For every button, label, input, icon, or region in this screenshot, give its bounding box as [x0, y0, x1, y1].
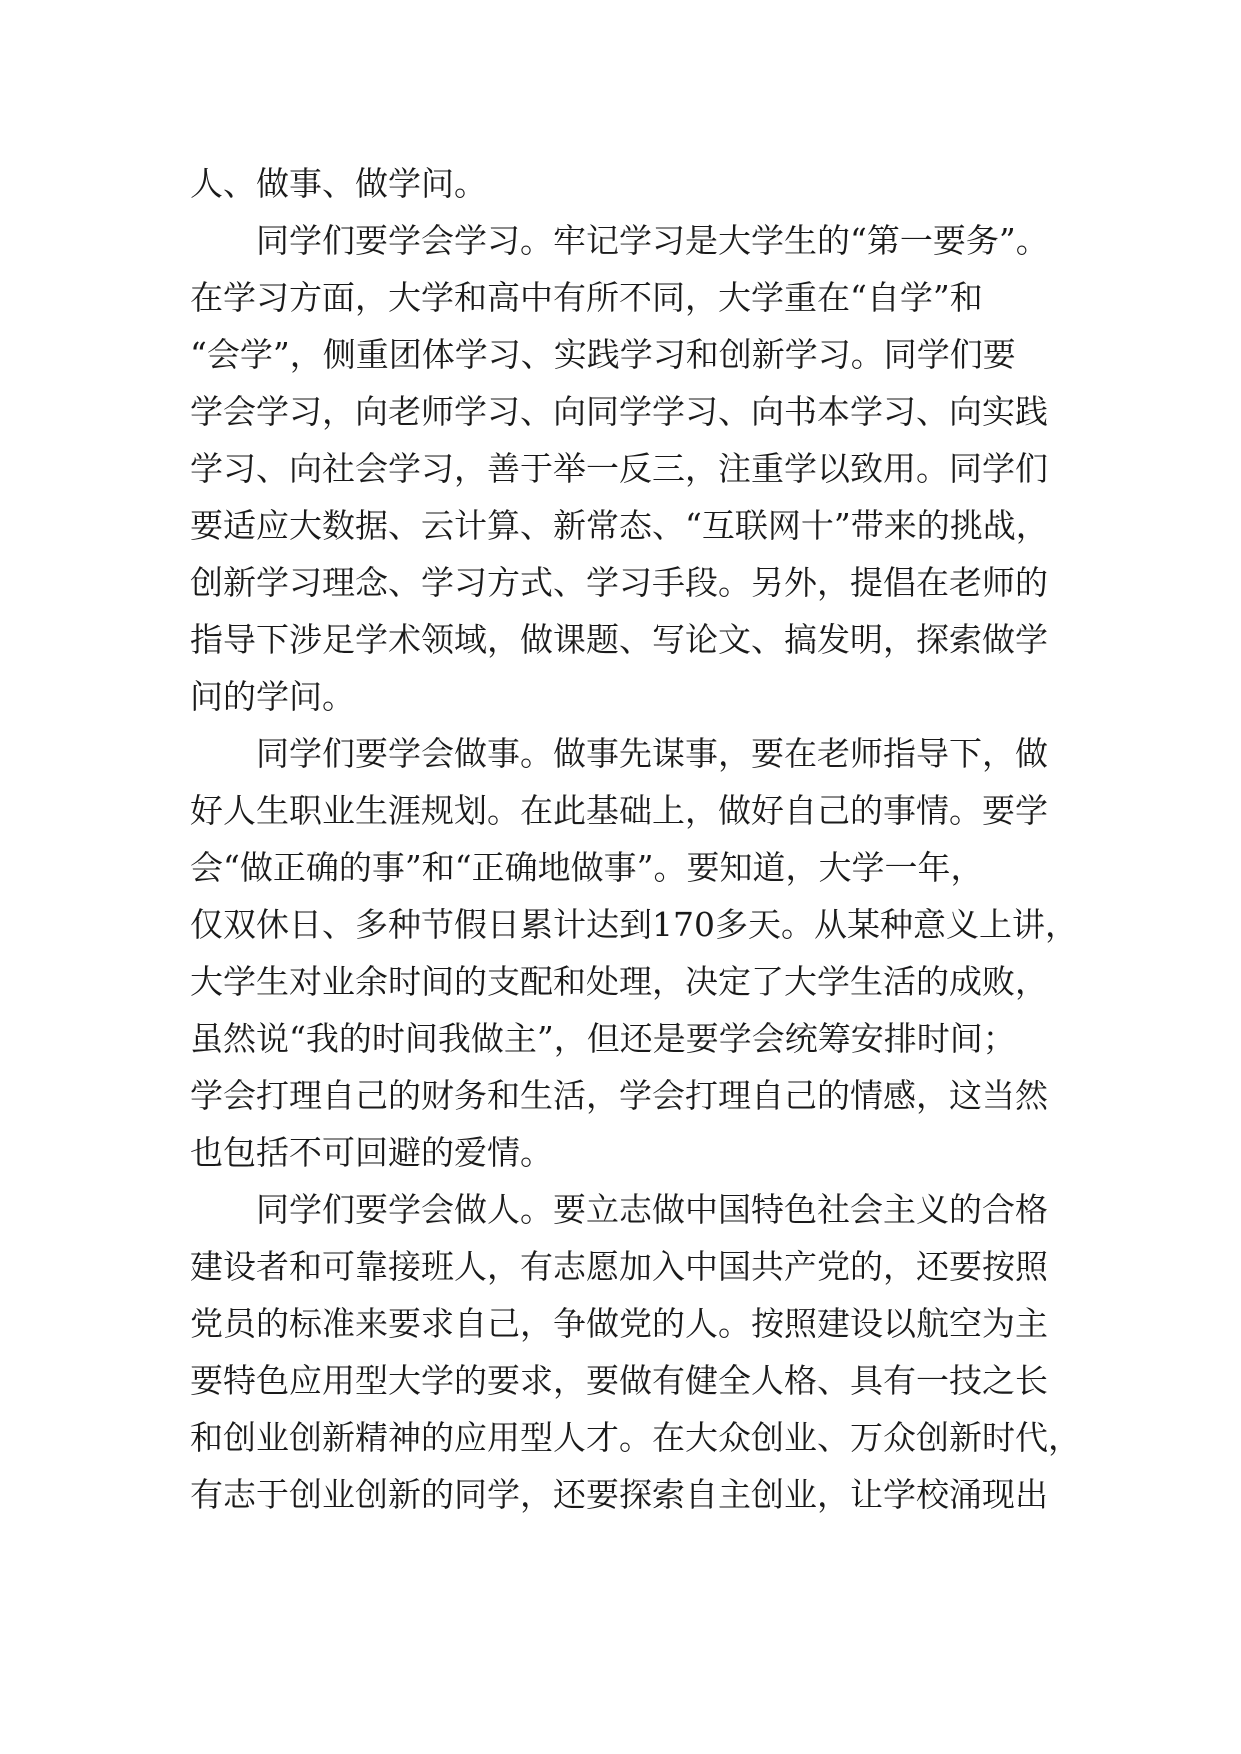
text-line: 大学生对业余时间的支配和处理，决定了大学生活的成败， — [190, 962, 1048, 1001]
text-line: 虽然说“我的时间我做主”，但还是要学会统筹安排时间； — [190, 1019, 1016, 1058]
text-line: 好人生职业生涯规划。在此基础上，做好自己的事情。要学 — [190, 791, 1048, 830]
text-line: 有志于创业创新的同学，还要探索自主创业，让学校涌现出 — [190, 1475, 1048, 1514]
text-line: 党员的标准来要求自己，争做党的人。按照建设以航空为主 — [190, 1304, 1048, 1343]
text-line: 指导下涉足学术领域，做课题、写论文、搞发明，探索做学 — [190, 620, 1048, 659]
text-line: 学会学习，向老师学习、向同学学习、向书本学习、向实践 — [190, 392, 1048, 431]
text-line: 会“做正确的事”和“正确地做事”。要知道，大学一年， — [190, 848, 984, 887]
text-line: 建设者和可靠接班人，有志愿加入中国共产党的，还要按照 — [190, 1247, 1048, 1286]
text-line: 同学们要学会学习。牢记学习是大学生的“第一要务”。 — [190, 221, 1049, 260]
text-line: 人、做事、做学问。 — [190, 164, 487, 203]
text-line: 问的学问。 — [190, 677, 355, 716]
text-line: 同学们要学会做事。做事先谋事，要在老师指导下，做 — [190, 734, 1048, 773]
text-line: “会学”，侧重团体学习、实践学习和创新学习。同学们要 — [190, 335, 1016, 374]
text-line: 学会打理自己的财务和生活，学会打理自己的情感，这当然 — [190, 1076, 1048, 1115]
text-line: 同学们要学会做人。要立志做中国特色社会主义的合格 — [190, 1190, 1048, 1229]
text-line: 要适应大数据、云计算、新常态、“互联网十”带来的挑战， — [190, 506, 1049, 545]
text-line: 创新学习理念、学习方式、学习手段。另外，提倡在老师的 — [190, 563, 1048, 602]
text-line: 在学习方面，大学和高中有所不同，大学重在“自学”和 — [190, 278, 983, 317]
text-line: 学习、向社会学习，善于举一反三，注重学以致用。同学们 — [190, 449, 1048, 488]
text-line: 仅双休日、多种节假日累计达到170多天。从某种意义上讲， — [190, 905, 1078, 944]
text-line: 也包括不可回避的爱情。 — [190, 1133, 553, 1172]
body-text — [190, 155, 1090, 1523]
text-line: 和创业创新精神的应用型人才。在大众创业、万众创新时代， — [190, 1418, 1081, 1457]
text-line: 要特色应用型大学的要求，要做有健全人格、具有一技之长 — [190, 1361, 1048, 1400]
